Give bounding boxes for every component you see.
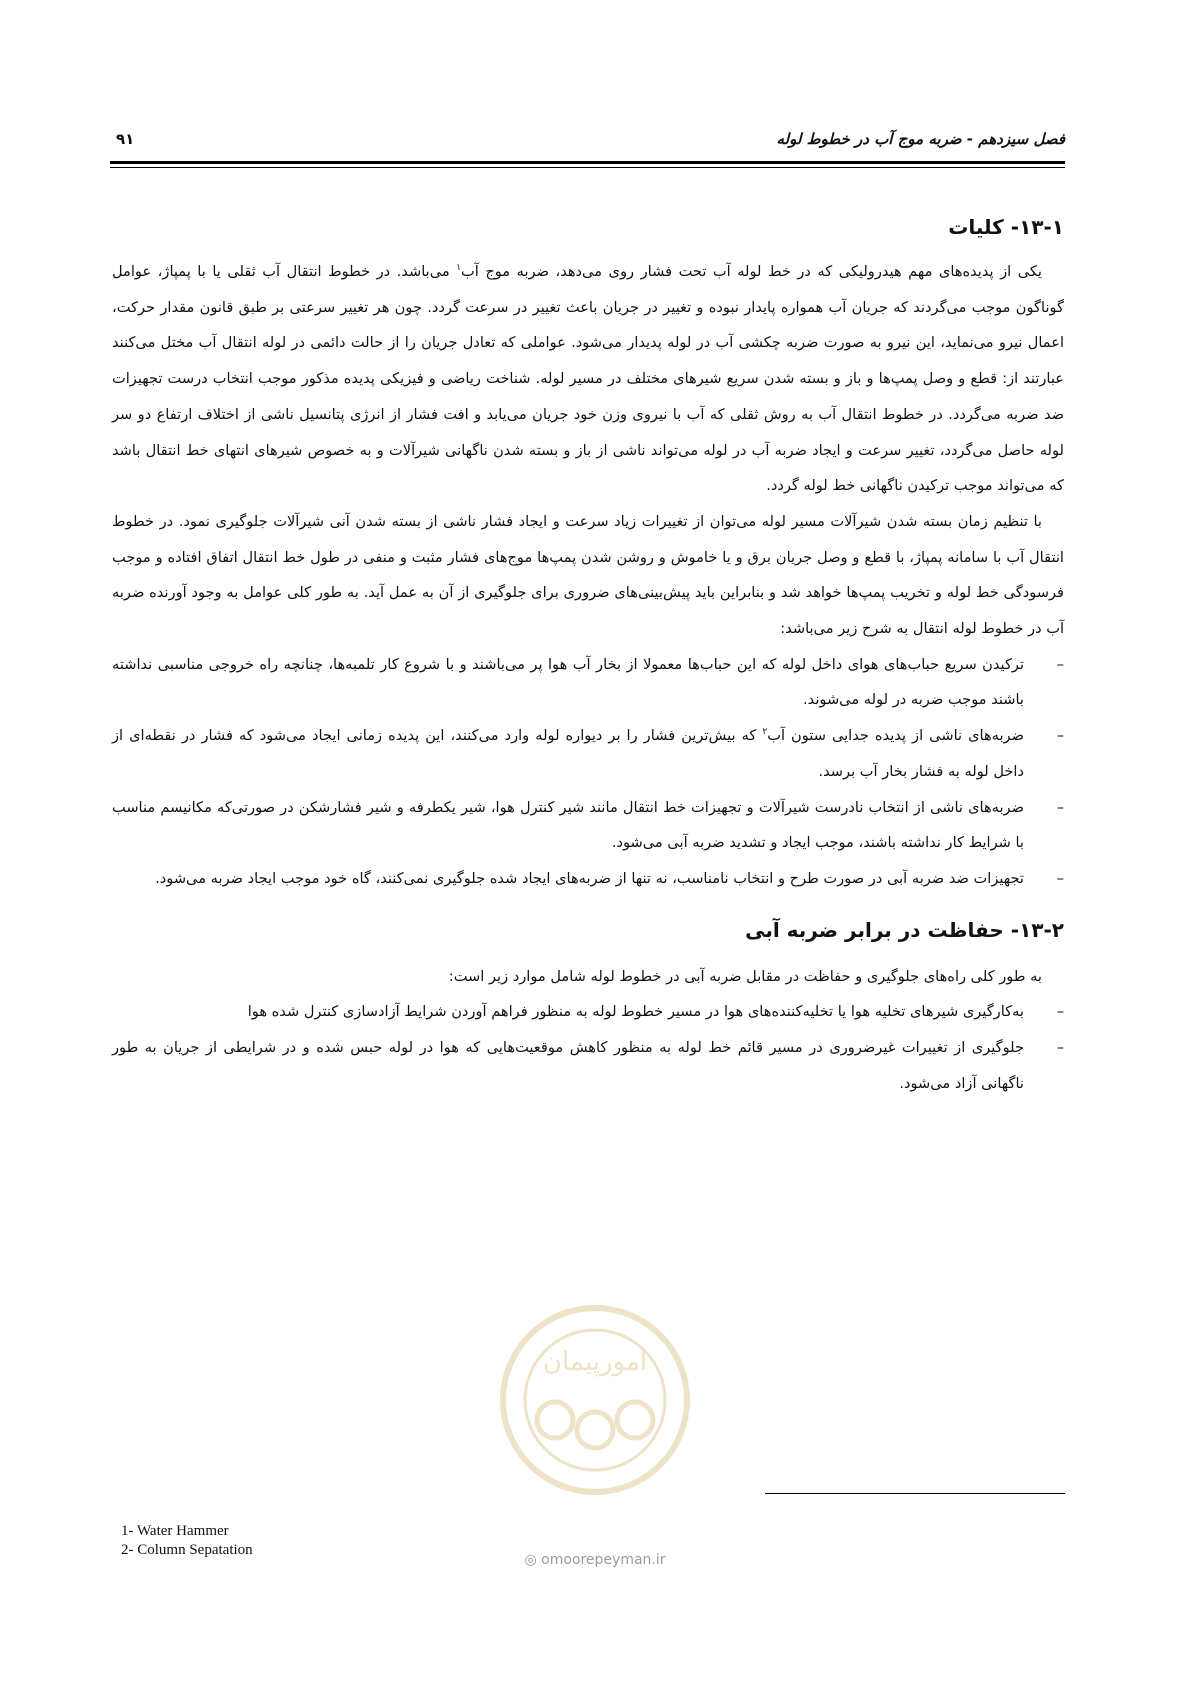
bullet-dash: – <box>1056 1039 1064 1057</box>
watermark-site: ◎ omoorepeyman.ir <box>524 1552 666 1568</box>
watermark-logo-icon <box>495 1300 695 1500</box>
list-item <box>112 861 1064 897</box>
list-item <box>112 718 1064 789</box>
main-content <box>112 212 1064 1101</box>
list-item-text: ضربه‌های ناشی از پدیده جدایی ستون آب <box>767 727 1024 745</box>
footnote: 1- Water Hammer <box>121 1523 229 1539</box>
page-number: ۹۱ <box>116 130 135 148</box>
footnote-marker: ۱ <box>456 263 462 274</box>
chapter-title: فصل سیزدهم - ضربه موج آب در خطوط لوله <box>776 130 1065 148</box>
list-item-text: جلوگیری از تغییرات غیرضروری در مسیر قائم خط لوله به منظور کاهش موقعیت‌هایی که هوا در لوله حبس شده و در شرایطی از جریان به طور ناگهانی آزاد می‌شود. <box>112 1039 1024 1092</box>
list-item-text: به‌کارگیری شیرهای تخلیه هوا یا تخلیه‌کننده‌های هوا در مسیر خطوط لوله به منظور فراهم آوردن شرایط آزادسازی کنترل شده هوا <box>247 1003 1024 1021</box>
bullet-dash: – <box>1056 1003 1064 1021</box>
paragraph-text: می‌باشد. در خطوط انتقال آب ثقلی یا با پمپاژ، عوامل گوناگون موجب می‌گردند که جریان آب همواره پایدار نبوده و تغییر در جریان باعث تغییر در سرعت گردد. چون هر تغییر سرعتی بر طبق قانون مقدار حرکت، اعمال نیرو می‌نماید، این نیرو به صورت ضربه چکشی آب در لوله پدیدار می‌شود. عواملی که تعادل جریان را از حالت دائمی در لوله انتقال آب مختل می‌کنند عبارتند از: قطع و وصل پمپ‌ها و باز و بسته شدن سریع شیرهای مختلف در مسیر لوله. شناخت ریاضی و فیزیکی پدیده مذکور موجب انتخاب درست تجهیزات ضد ضربه می‌گردد. در خطوط انتقال آب به روش ثقلی که آب با نیروی وزن خود جریان می‌یابد و افت فشار از انرژی پتانسیل ناشی از اختلاف ارتفاع دو سر لوله حاصل می‌گردد، تغییر سرعت و ایجاد ضربه آب در لوله می‌تواند ناشی از باز و بسته شدن ناگهانی شیرآلات و به خصوص شیرهای انتهای خط انتقال باشد که می‌تواند موجب ترکیدن ناگهانی خط لوله گردد. <box>112 263 1064 495</box>
list-item-text: ضربه‌های ناشی از انتخاب نادرست شیرآلات و تجهیزات خط انتقال مانند شیر کنترل هوا، شیر یکطرفه و شیر فشارشکن در صورتی‌که مکانیسم مناسب با شرایط کار نداشته باشند، موجب ایجاد و تشدید ضربه آبی می‌شود. <box>112 798 1024 852</box>
list-item <box>112 647 1064 718</box>
bullet-list <box>112 647 1064 897</box>
footnote: 2- Column Sepatation <box>121 1542 253 1558</box>
watermark-site-text: omoorepeyman.ir <box>541 1552 666 1568</box>
bullet-dash: – <box>1056 727 1064 745</box>
watermark-logo-text: امورپیمان <box>542 1347 648 1377</box>
paragraph <box>112 254 1064 504</box>
header-rule-thin <box>110 167 1065 168</box>
list-item-text: تجهیزات ضد ضربه آبی در صورت طرح و انتخاب نامناسب، نه تنها از ضربه‌های ایجاد شده جلوگیری نمی‌کنند، گاه خود موجب ایجاد ضربه می‌شود. <box>155 869 1024 887</box>
page-header <box>110 128 1065 158</box>
list-item <box>112 1030 1064 1101</box>
footnote-marker: ۲ <box>762 727 768 738</box>
paragraph: با تنظیم زمان بسته شدن شیرآلات مسیر لوله می‌توان از تغییرات زیاد سرعت و ایجاد فشار ناشی از بسته شدن آنی شیرآلات جلوگیری نمود. در خطوط انتقال آب با سامانه پمپاژ، با قطع و وصل جریان برق و یا خاموش و روشن شدن پمپ‌ها موج‌های فشار مثبت و منفی در طول خط انتقال اتفاق افتاده و موجب فرسودگی خط لوله و تخریب پمپ‌ها خواهد شد و بنابراین باید پیش‌بینی‌های ضروری برای جلوگیری از آن به عمل آید. به طور کلی عوامل به وجود آورنده ضربه آب در خطوط لوله انتقال به شرح زیر می‌باشد: <box>112 512 1064 638</box>
bullet-list <box>112 994 1064 1101</box>
list-item-text: ترکیدن سریع حباب‌های هوای داخل لوله که این حباب‌ها معمولا از بخار آب هوا پر می‌باشند و با شروع کار تلمبه‌ها، چنانچه راه خروجی مناسبی نداشته باشند موجب ضربه در لوله می‌شوند. <box>112 655 1024 709</box>
header-rule <box>110 161 1065 164</box>
footnotes <box>121 1522 253 1560</box>
paragraph: به طور کلی راه‌های جلوگیری و حفاظت در مقابل ضربه آبی در خطوط لوله شامل موارد زیر است: <box>448 967 1042 985</box>
list-item-text: که بیش‌ترین فشار را بر دیواره لوله وارد می‌کنند، این پدیده زمانی ایجاد می‌شود که فشار در نقطه‌ای از داخل لوله به فشار بخار آب برسد. <box>112 727 1024 780</box>
bullet-dash: – <box>1056 869 1064 887</box>
paragraph-text: یکی از پدیده‌های مهم هیدرولیکی که در خط لوله آب تحت فشار روی می‌دهد، ضربه موج آب <box>461 263 1042 280</box>
list-item <box>112 790 1064 861</box>
bullet-dash: – <box>1056 798 1064 816</box>
section-heading-general: ۱۳-۱- کلیات <box>948 215 1064 239</box>
list-item <box>112 994 1064 1030</box>
bullet-dash: – <box>1056 655 1064 673</box>
section-heading-protection: ۱۳-۲- حفاظت در برابر ضربه آبی <box>745 917 1064 942</box>
footnote-rule <box>765 1493 1065 1494</box>
